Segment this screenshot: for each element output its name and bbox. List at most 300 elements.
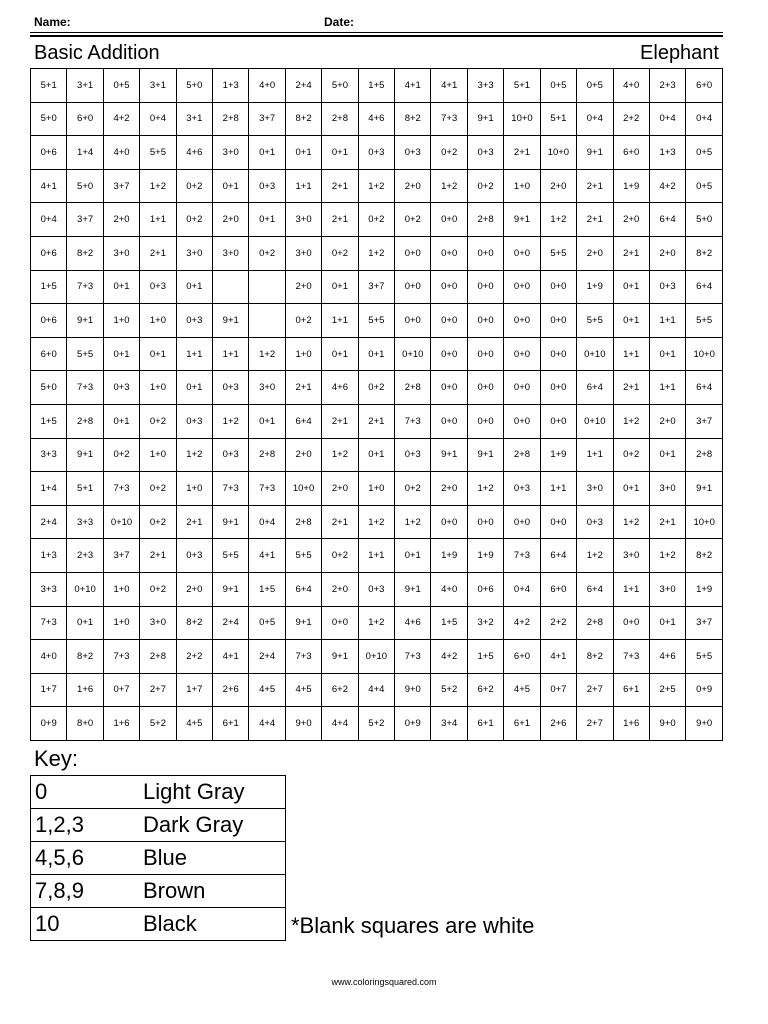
grid-cell[interactable]: 2+6: [213, 673, 249, 707]
grid-cell[interactable]: 3+0: [577, 472, 613, 506]
grid-cell[interactable]: 2+0: [322, 472, 358, 506]
grid-cell[interactable]: 5+0: [31, 371, 67, 405]
grid-cell[interactable]: 4+2: [504, 606, 540, 640]
grid-cell[interactable]: 0+10: [103, 505, 139, 539]
grid-cell[interactable]: 2+2: [613, 102, 649, 136]
grid-cell[interactable]: 6+4: [649, 203, 685, 237]
grid-cell[interactable]: 0+3: [504, 472, 540, 506]
grid-cell[interactable]: 0+0: [504, 505, 540, 539]
grid-cell[interactable]: 10+0: [686, 505, 723, 539]
grid-cell[interactable]: 0+7: [103, 673, 139, 707]
grid-cell[interactable]: 0+2: [395, 472, 431, 506]
grid-cell[interactable]: 0+1: [649, 337, 685, 371]
grid-cell[interactable]: 1+5: [431, 606, 467, 640]
grid-cell[interactable]: 7+3: [285, 640, 321, 674]
grid-cell[interactable]: 4+2: [103, 102, 139, 136]
grid-cell[interactable]: 6+1: [504, 707, 540, 741]
grid-cell[interactable]: 8+2: [686, 539, 723, 573]
grid-cell[interactable]: 0+1: [322, 337, 358, 371]
grid-cell[interactable]: 8+2: [67, 236, 103, 270]
grid-cell[interactable]: 7+3: [504, 539, 540, 573]
grid-cell[interactable]: 3+4: [431, 707, 467, 741]
grid-cell[interactable]: 4+1: [249, 539, 285, 573]
grid-cell[interactable]: 0+2: [103, 438, 139, 472]
grid-cell[interactable]: 0+2: [249, 236, 285, 270]
grid-cell[interactable]: 1+2: [213, 404, 249, 438]
grid-cell[interactable]: 2+3: [67, 539, 103, 573]
grid-cell[interactable]: 3+7: [249, 102, 285, 136]
grid-cell[interactable]: 6+0: [67, 102, 103, 136]
grid-cell[interactable]: 0+2: [322, 236, 358, 270]
grid-cell[interactable]: 0+3: [577, 505, 613, 539]
grid-cell[interactable]: 4+1: [213, 640, 249, 674]
grid-cell[interactable]: 0+2: [176, 203, 212, 237]
grid-cell[interactable]: 1+1: [285, 169, 321, 203]
grid-cell[interactable]: 0+0: [467, 304, 503, 338]
grid-cell[interactable]: 2+4: [249, 640, 285, 674]
grid-cell[interactable]: 9+1: [467, 102, 503, 136]
grid-cell[interactable]: 0+3: [358, 572, 394, 606]
grid-cell[interactable]: 0+2: [176, 169, 212, 203]
grid-cell[interactable]: 1+2: [395, 505, 431, 539]
grid-cell[interactable]: 0+1: [395, 539, 431, 573]
grid-cell[interactable]: 4+0: [613, 69, 649, 103]
grid-cell[interactable]: [249, 270, 285, 304]
grid-cell[interactable]: 1+4: [31, 472, 67, 506]
grid-cell[interactable]: 2+0: [431, 472, 467, 506]
grid-cell[interactable]: 0+0: [467, 371, 503, 405]
grid-cell[interactable]: 2+4: [285, 69, 321, 103]
grid-cell[interactable]: 1+1: [613, 337, 649, 371]
grid-cell[interactable]: 1+0: [103, 572, 139, 606]
grid-cell[interactable]: 1+1: [358, 539, 394, 573]
grid-cell[interactable]: 2+0: [577, 236, 613, 270]
grid-cell[interactable]: 7+3: [103, 640, 139, 674]
grid-cell[interactable]: 0+6: [31, 236, 67, 270]
grid-cell[interactable]: 0+3: [140, 270, 176, 304]
grid-cell[interactable]: 6+0: [613, 136, 649, 170]
grid-cell[interactable]: 0+1: [103, 270, 139, 304]
grid-cell[interactable]: 0+0: [467, 337, 503, 371]
grid-cell[interactable]: 2+0: [322, 572, 358, 606]
grid-cell[interactable]: 4+5: [285, 673, 321, 707]
grid-cell[interactable]: 0+1: [176, 270, 212, 304]
grid-cell[interactable]: 2+1: [140, 236, 176, 270]
grid-cell[interactable]: 1+0: [103, 606, 139, 640]
grid-cell[interactable]: 1+1: [213, 337, 249, 371]
grid-cell[interactable]: 9+1: [67, 304, 103, 338]
grid-cell[interactable]: 5+5: [285, 539, 321, 573]
grid-cell[interactable]: 0+1: [649, 606, 685, 640]
grid-cell[interactable]: 0+0: [540, 304, 576, 338]
grid-cell[interactable]: 3+0: [285, 203, 321, 237]
grid-cell[interactable]: 6+4: [540, 539, 576, 573]
grid-cell[interactable]: 5+5: [686, 640, 723, 674]
grid-cell[interactable]: 9+1: [213, 505, 249, 539]
grid-cell[interactable]: 1+7: [176, 673, 212, 707]
grid-cell[interactable]: 1+2: [176, 438, 212, 472]
grid-cell[interactable]: 1+0: [358, 472, 394, 506]
grid-cell[interactable]: 10+0: [686, 337, 723, 371]
grid-cell[interactable]: 7+3: [213, 472, 249, 506]
grid-cell[interactable]: 0+2: [140, 572, 176, 606]
grid-cell[interactable]: 3+3: [31, 572, 67, 606]
grid-cell[interactable]: 2+0: [103, 203, 139, 237]
grid-cell[interactable]: 1+2: [249, 337, 285, 371]
grid-cell[interactable]: 0+0: [431, 505, 467, 539]
grid-cell[interactable]: 2+7: [577, 707, 613, 741]
grid-cell[interactable]: 0+2: [467, 169, 503, 203]
grid-cell[interactable]: 2+1: [613, 236, 649, 270]
grid-cell[interactable]: 6+4: [285, 572, 321, 606]
grid-cell[interactable]: 1+9: [431, 539, 467, 573]
grid-cell[interactable]: 0+1: [649, 438, 685, 472]
grid-cell[interactable]: 2+0: [649, 404, 685, 438]
grid-cell[interactable]: 2+1: [285, 371, 321, 405]
grid-cell[interactable]: 2+1: [322, 203, 358, 237]
grid-cell[interactable]: 0+0: [431, 404, 467, 438]
grid-cell[interactable]: 4+2: [431, 640, 467, 674]
grid-cell[interactable]: 5+0: [67, 169, 103, 203]
grid-cell[interactable]: 4+5: [504, 673, 540, 707]
grid-cell[interactable]: 2+8: [504, 438, 540, 472]
grid-cell[interactable]: 2+4: [213, 606, 249, 640]
grid-cell[interactable]: 5+5: [686, 304, 723, 338]
grid-cell[interactable]: 0+0: [395, 304, 431, 338]
grid-cell[interactable]: 0+1: [103, 404, 139, 438]
grid-cell[interactable]: 1+2: [613, 404, 649, 438]
grid-cell[interactable]: 7+3: [103, 472, 139, 506]
grid-cell[interactable]: 0+5: [577, 69, 613, 103]
grid-cell[interactable]: 1+2: [613, 505, 649, 539]
grid-cell[interactable]: 1+5: [358, 69, 394, 103]
grid-cell[interactable]: 2+0: [395, 169, 431, 203]
grid-cell[interactable]: 6+1: [213, 707, 249, 741]
grid-cell[interactable]: 8+2: [285, 102, 321, 136]
grid-cell[interactable]: 0+0: [540, 505, 576, 539]
grid-cell[interactable]: 0+6: [31, 304, 67, 338]
grid-cell[interactable]: 2+1: [322, 169, 358, 203]
grid-cell[interactable]: 1+5: [249, 572, 285, 606]
grid-cell[interactable]: 1+6: [67, 673, 103, 707]
grid-cell[interactable]: 2+1: [176, 505, 212, 539]
grid-cell[interactable]: 0+9: [31, 707, 67, 741]
grid-cell[interactable]: 0+0: [504, 337, 540, 371]
grid-cell[interactable]: 10+0: [504, 102, 540, 136]
grid-cell[interactable]: 6+0: [504, 640, 540, 674]
grid-cell[interactable]: 0+1: [358, 438, 394, 472]
grid-cell[interactable]: 1+2: [358, 169, 394, 203]
grid-cell[interactable]: 0+2: [358, 371, 394, 405]
grid-cell[interactable]: 0+0: [504, 236, 540, 270]
grid-cell[interactable]: 0+3: [213, 371, 249, 405]
grid-cell[interactable]: 5+5: [140, 136, 176, 170]
grid-cell[interactable]: 1+4: [67, 136, 103, 170]
grid-cell[interactable]: 5+0: [322, 69, 358, 103]
grid-cell[interactable]: 8+2: [686, 236, 723, 270]
grid-cell[interactable]: 7+3: [67, 371, 103, 405]
grid-cell[interactable]: 2+1: [577, 203, 613, 237]
grid-cell[interactable]: 0+0: [504, 371, 540, 405]
grid-cell[interactable]: 0+0: [504, 404, 540, 438]
grid-cell[interactable]: 0+5: [540, 69, 576, 103]
grid-cell[interactable]: 5+5: [577, 304, 613, 338]
grid-cell[interactable]: 0+0: [431, 304, 467, 338]
grid-cell[interactable]: 8+2: [67, 640, 103, 674]
grid-cell[interactable]: 10+0: [285, 472, 321, 506]
grid-cell[interactable]: 2+2: [176, 640, 212, 674]
grid-cell[interactable]: 0+0: [467, 270, 503, 304]
grid-cell[interactable]: 6+1: [613, 673, 649, 707]
grid-cell[interactable]: 0+1: [358, 337, 394, 371]
grid-cell[interactable]: 1+5: [31, 404, 67, 438]
grid-cell[interactable]: 0+4: [504, 572, 540, 606]
grid-cell[interactable]: 0+2: [140, 404, 176, 438]
grid-cell[interactable]: 0+0: [504, 304, 540, 338]
grid-cell[interactable]: 3+3: [31, 438, 67, 472]
grid-cell[interactable]: 5+2: [358, 707, 394, 741]
grid-cell[interactable]: 0+0: [431, 236, 467, 270]
grid-cell[interactable]: 3+0: [649, 472, 685, 506]
grid-cell[interactable]: 0+1: [103, 337, 139, 371]
grid-cell[interactable]: 4+4: [249, 707, 285, 741]
grid-cell[interactable]: 7+3: [431, 102, 467, 136]
grid-cell[interactable]: 9+1: [213, 572, 249, 606]
grid-cell[interactable]: 4+5: [249, 673, 285, 707]
grid-cell[interactable]: 5+1: [540, 102, 576, 136]
grid-cell[interactable]: 0+10: [577, 337, 613, 371]
grid-cell[interactable]: 9+0: [285, 707, 321, 741]
grid-cell[interactable]: 0+5: [103, 69, 139, 103]
grid-cell[interactable]: 0+0: [613, 606, 649, 640]
grid-cell[interactable]: 3+7: [67, 203, 103, 237]
grid-cell[interactable]: 5+1: [504, 69, 540, 103]
grid-cell[interactable]: 1+9: [540, 438, 576, 472]
grid-cell[interactable]: [213, 270, 249, 304]
grid-cell[interactable]: 5+5: [358, 304, 394, 338]
grid-cell[interactable]: 9+0: [649, 707, 685, 741]
grid-cell[interactable]: 1+1: [649, 304, 685, 338]
grid-cell[interactable]: 1+2: [358, 236, 394, 270]
grid-cell[interactable]: 0+0: [395, 236, 431, 270]
grid-cell[interactable]: 0+6: [467, 572, 503, 606]
grid-cell[interactable]: 7+3: [31, 606, 67, 640]
grid-cell[interactable]: 0+10: [67, 572, 103, 606]
grid-cell[interactable]: 1+2: [358, 505, 394, 539]
grid-cell[interactable]: 2+0: [176, 572, 212, 606]
grid-cell[interactable]: 1+2: [322, 438, 358, 472]
grid-cell[interactable]: 3+0: [103, 236, 139, 270]
grid-cell[interactable]: 0+4: [577, 102, 613, 136]
grid-cell[interactable]: 1+9: [613, 169, 649, 203]
grid-cell[interactable]: 0+10: [395, 337, 431, 371]
grid-cell[interactable]: 3+3: [67, 505, 103, 539]
grid-cell[interactable]: 6+4: [577, 371, 613, 405]
grid-cell[interactable]: 0+1: [249, 404, 285, 438]
grid-cell[interactable]: 0+9: [686, 673, 723, 707]
grid-cell[interactable]: 9+1: [467, 438, 503, 472]
grid-cell[interactable]: 1+2: [358, 606, 394, 640]
grid-cell[interactable]: 0+4: [140, 102, 176, 136]
grid-cell[interactable]: 1+2: [431, 169, 467, 203]
grid-cell[interactable]: 3+7: [103, 539, 139, 573]
grid-cell[interactable]: 2+8: [213, 102, 249, 136]
grid-cell[interactable]: 2+1: [322, 505, 358, 539]
grid-cell[interactable]: 1+2: [140, 169, 176, 203]
grid-cell[interactable]: 0+2: [358, 203, 394, 237]
grid-cell[interactable]: 5+1: [67, 472, 103, 506]
grid-cell[interactable]: 1+1: [140, 203, 176, 237]
grid-cell[interactable]: 0+1: [213, 169, 249, 203]
grid-cell[interactable]: 1+0: [140, 304, 176, 338]
grid-cell[interactable]: 1+0: [176, 472, 212, 506]
grid-cell[interactable]: 2+0: [285, 270, 321, 304]
grid-cell[interactable]: 5+0: [176, 69, 212, 103]
grid-cell[interactable]: 7+3: [67, 270, 103, 304]
grid-cell[interactable]: 4+2: [649, 169, 685, 203]
grid-cell[interactable]: 2+1: [649, 505, 685, 539]
grid-cell[interactable]: 0+4: [649, 102, 685, 136]
grid-cell[interactable]: 0+5: [686, 169, 723, 203]
grid-cell[interactable]: 1+1: [176, 337, 212, 371]
grid-cell[interactable]: 2+1: [358, 404, 394, 438]
grid-cell[interactable]: 6+4: [686, 371, 723, 405]
grid-cell[interactable]: 0+1: [613, 270, 649, 304]
grid-cell[interactable]: 0+1: [322, 136, 358, 170]
grid-cell[interactable]: 0+1: [613, 472, 649, 506]
grid-cell[interactable]: 1+5: [31, 270, 67, 304]
grid-cell[interactable]: 3+7: [358, 270, 394, 304]
grid-cell[interactable]: 8+2: [176, 606, 212, 640]
grid-cell[interactable]: 0+2: [613, 438, 649, 472]
grid-cell[interactable]: 0+3: [176, 404, 212, 438]
grid-cell[interactable]: 0+1: [322, 270, 358, 304]
grid-cell[interactable]: 6+0: [31, 337, 67, 371]
grid-cell[interactable]: 5+5: [213, 539, 249, 573]
grid-cell[interactable]: 8+2: [577, 640, 613, 674]
grid-cell[interactable]: 1+2: [540, 203, 576, 237]
grid-cell[interactable]: 9+1: [67, 438, 103, 472]
grid-cell[interactable]: 0+0: [540, 337, 576, 371]
grid-cell[interactable]: 1+6: [613, 707, 649, 741]
grid-cell[interactable]: 4+4: [322, 707, 358, 741]
grid-cell[interactable]: 9+1: [322, 640, 358, 674]
grid-cell[interactable]: 1+0: [103, 304, 139, 338]
grid-cell[interactable]: 1+7: [31, 673, 67, 707]
grid-cell[interactable]: 0+4: [31, 203, 67, 237]
grid-cell[interactable]: 6+0: [686, 69, 723, 103]
grid-cell[interactable]: 1+3: [213, 69, 249, 103]
grid-cell[interactable]: 5+2: [140, 707, 176, 741]
grid-cell[interactable]: 3+7: [103, 169, 139, 203]
grid-cell[interactable]: 4+0: [431, 572, 467, 606]
grid-cell[interactable]: 0+2: [431, 136, 467, 170]
grid-cell[interactable]: 1+1: [322, 304, 358, 338]
grid-cell[interactable]: 0+6: [31, 136, 67, 170]
grid-cell[interactable]: 1+0: [285, 337, 321, 371]
grid-cell[interactable]: 4+0: [249, 69, 285, 103]
grid-cell[interactable]: 9+1: [213, 304, 249, 338]
grid-cell[interactable]: 1+1: [577, 438, 613, 472]
grid-cell[interactable]: 3+0: [285, 236, 321, 270]
grid-cell[interactable]: 4+0: [103, 136, 139, 170]
grid-cell[interactable]: 0+1: [176, 371, 212, 405]
grid-cell[interactable]: 1+0: [140, 438, 176, 472]
grid-cell[interactable]: 6+4: [686, 270, 723, 304]
grid-cell[interactable]: 0+1: [613, 304, 649, 338]
grid-cell[interactable]: 4+6: [649, 640, 685, 674]
grid-cell[interactable]: 2+8: [249, 438, 285, 472]
grid-cell[interactable]: 3+0: [213, 136, 249, 170]
grid-cell[interactable]: 0+3: [467, 136, 503, 170]
grid-cell[interactable]: 1+9: [686, 572, 723, 606]
grid-cell[interactable]: 3+0: [213, 236, 249, 270]
grid-cell[interactable]: 2+1: [577, 169, 613, 203]
grid-cell[interactable]: 5+5: [67, 337, 103, 371]
grid-cell[interactable]: 2+7: [140, 673, 176, 707]
grid-cell[interactable]: 4+1: [540, 640, 576, 674]
grid-cell[interactable]: 3+1: [67, 69, 103, 103]
grid-cell[interactable]: 6+2: [467, 673, 503, 707]
grid-cell[interactable]: 4+4: [358, 673, 394, 707]
grid-cell[interactable]: 2+1: [613, 371, 649, 405]
grid-cell[interactable]: 2+5: [649, 673, 685, 707]
grid-cell[interactable]: 0+2: [140, 472, 176, 506]
grid-cell[interactable]: 3+0: [249, 371, 285, 405]
grid-cell[interactable]: 0+3: [249, 169, 285, 203]
grid-cell[interactable]: 0+1: [249, 203, 285, 237]
grid-cell[interactable]: 3+0: [140, 606, 176, 640]
grid-cell[interactable]: 1+2: [467, 472, 503, 506]
grid-cell[interactable]: 9+1: [504, 203, 540, 237]
grid-cell[interactable]: 6+0: [540, 572, 576, 606]
grid-cell[interactable]: 0+4: [249, 505, 285, 539]
grid-cell[interactable]: 4+5: [176, 707, 212, 741]
grid-cell[interactable]: 3+1: [176, 102, 212, 136]
grid-cell[interactable]: 4+0: [31, 640, 67, 674]
grid-cell[interactable]: 2+0: [649, 236, 685, 270]
grid-cell[interactable]: 0+2: [140, 505, 176, 539]
grid-cell[interactable]: 7+3: [395, 640, 431, 674]
grid-cell[interactable]: 0+1: [140, 337, 176, 371]
grid-cell[interactable]: 2+8: [577, 606, 613, 640]
grid-cell[interactable]: 3+7: [686, 606, 723, 640]
grid-cell[interactable]: 0+4: [686, 102, 723, 136]
grid-cell[interactable]: 0+10: [358, 640, 394, 674]
grid-cell[interactable]: 0+3: [395, 136, 431, 170]
grid-cell[interactable]: 0+0: [540, 404, 576, 438]
grid-cell[interactable]: 2+0: [285, 438, 321, 472]
grid-cell[interactable]: 2+0: [213, 203, 249, 237]
grid-cell[interactable]: 2+0: [613, 203, 649, 237]
grid-cell[interactable]: 2+8: [686, 438, 723, 472]
grid-cell[interactable]: 0+3: [395, 438, 431, 472]
grid-cell[interactable]: 5+5: [540, 236, 576, 270]
grid-cell[interactable]: 1+2: [649, 539, 685, 573]
grid-cell[interactable]: 10+0: [540, 136, 576, 170]
grid-cell[interactable]: 1+1: [540, 472, 576, 506]
grid-cell[interactable]: 0+0: [540, 270, 576, 304]
grid-cell[interactable]: 0+0: [431, 203, 467, 237]
grid-cell[interactable]: 0+1: [67, 606, 103, 640]
grid-cell[interactable]: 0+1: [285, 136, 321, 170]
grid-cell[interactable]: 0+2: [395, 203, 431, 237]
grid-cell[interactable]: 3+0: [613, 539, 649, 573]
grid-cell[interactable]: 0+7: [540, 673, 576, 707]
grid-cell[interactable]: 1+1: [649, 371, 685, 405]
grid-cell[interactable]: 0+0: [540, 371, 576, 405]
grid-cell[interactable]: 5+0: [31, 102, 67, 136]
